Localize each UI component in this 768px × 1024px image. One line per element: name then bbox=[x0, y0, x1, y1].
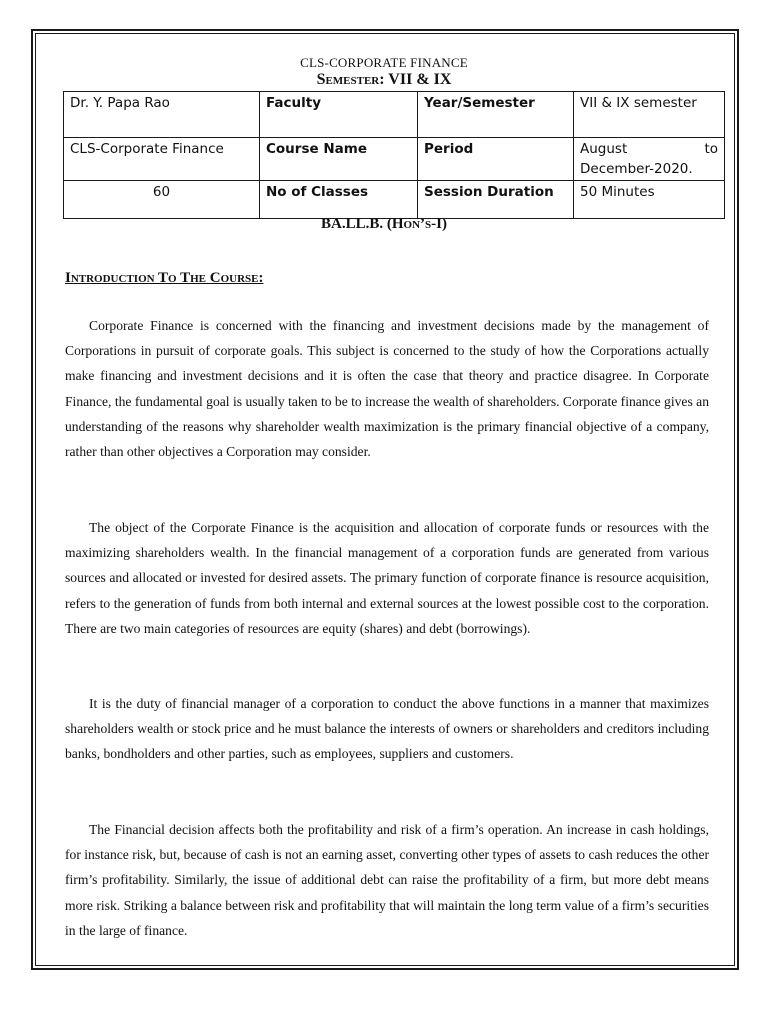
session-duration-value-cell: 50 Minutes bbox=[574, 181, 725, 219]
faculty-label-cell: Faculty bbox=[260, 92, 418, 138]
program-heading: BA.LL.B. (Hon’s-I) bbox=[321, 216, 447, 232]
course-title: CLS-CORPORATE FINANCE bbox=[300, 55, 468, 70]
year-semester-label-cell: Year/Semester bbox=[418, 92, 574, 138]
intro-paragraph: The object of the Corporate Finance is the acquisition and allocation of corporate funds or resources with the maximizing shareholders wealth. In the financial management of a corporation funds are generated from various sources and allocated or invested for desired assets. The primary function of corporate finance is resource acquisition, refers to the generation of funds from both internal and external sources at the lowest possible cost to the corporation. There are two main categories of resources are equity (shares) and debt (borrowings). bbox=[65, 520, 709, 636]
course-name-label-cell: Course Name bbox=[260, 138, 418, 181]
table-row bbox=[64, 181, 725, 219]
intro-paragraph: It is the duty of financial manager of a corporation to conduct the above functions in a manner that maximizes shareholders wealth or stock price and he must balance the interests of owners or shareholders and creditors including banks, bondholders and other parties, such as employees, suppliers and customers. bbox=[65, 696, 709, 762]
course-name-value-cell: CLS-Corporate Finance bbox=[64, 138, 260, 181]
course-info-table bbox=[63, 91, 725, 219]
intro-paragraph: Corporate Finance is concerned with the financing and investment decisions made by the management of Corporations in pursuit of corporate goals. This subject is concerned to the study of how the Corporations actually make financing and investment decisions and it is often the case that theory and practice disagree. In Corporate Finance, the fundamental goal is usually taken to be to increase the wealth of shareholders. Corporate finance gives an understanding of the reasons why shareholder wealth maximization is the primary financial objective of a company, rather than other objectives a Corporation may consider. bbox=[65, 318, 709, 460]
intro-paragraph: The Financial decision affects both the profitability and risk of a firm’s operation. An increase in cash holdings, for instance risk, but, because of cash is not an earning asset, converting other types of assets to cash reduces the other firm’s profitability. Similarly, the issue of additional debt can raise the profitability of a firm, but more debt means more risk. Striking a balance between risk and profitability that will maintain the long term value of a firm’s securities in the large of finance. bbox=[65, 822, 709, 938]
faculty-name-cell: Dr. Y. Papa Rao bbox=[64, 92, 260, 138]
period-value-cell: August to December-2020. bbox=[574, 138, 725, 181]
table-row bbox=[64, 138, 725, 181]
classes-label-cell: No of Classes bbox=[260, 181, 418, 219]
classes-count-cell: 60 bbox=[64, 181, 260, 219]
period-label-cell: Period bbox=[418, 138, 574, 181]
intro-heading: Introduction To The Course: bbox=[65, 270, 264, 286]
year-semester-value-cell: VII & IX semester bbox=[574, 92, 725, 138]
table-row bbox=[64, 92, 725, 138]
semester-heading: Semester: VII & IX bbox=[316, 71, 452, 88]
session-duration-label-cell: Session Duration bbox=[418, 181, 574, 219]
